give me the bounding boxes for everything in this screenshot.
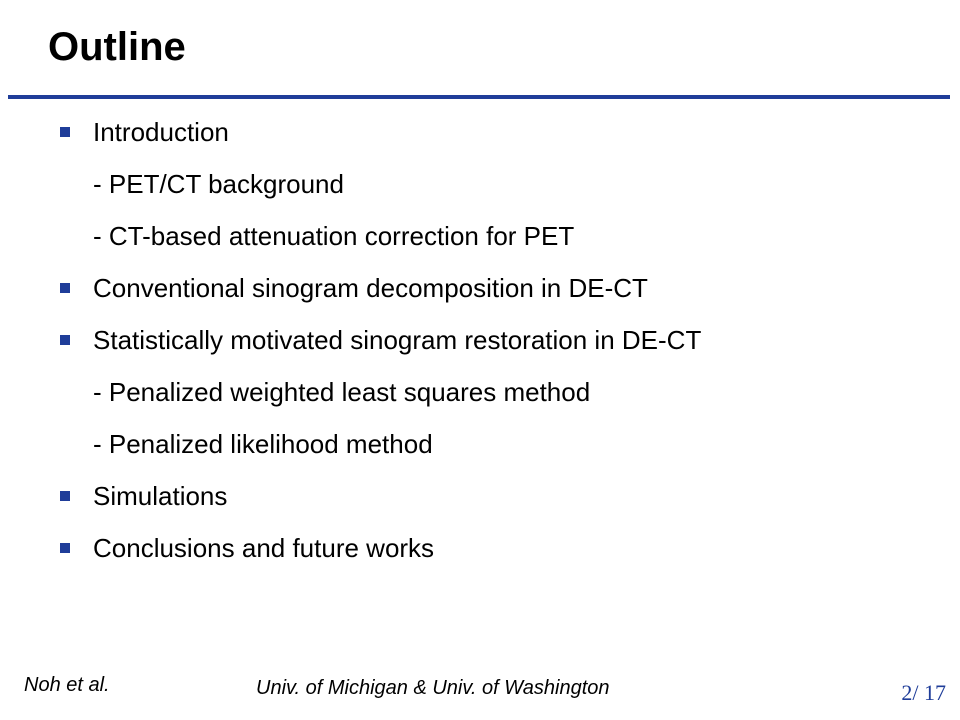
- outline-item-label: Conclusions and future works: [93, 533, 435, 563]
- outline-item-simulations: [56, 470, 936, 522]
- square-bullet-icon: [60, 543, 70, 553]
- outline-item-label: Simulations: [93, 481, 228, 511]
- outline-subitem-label: - CT-based attenuation correction for PET: [93, 221, 575, 251]
- outline-item-label: Introduction: [93, 117, 229, 147]
- page-number: 2/ 17: [901, 680, 946, 705]
- outline-subitem-likelihood-method: [56, 418, 936, 470]
- square-bullet-icon: [60, 283, 70, 293]
- outline-item-conventional-decomposition: [56, 262, 936, 314]
- slide-title: Outline: [48, 25, 186, 69]
- outline-subitem-label: - Penalized likelihood method: [93, 429, 433, 459]
- square-bullet-icon: [60, 491, 70, 501]
- footer-author: Noh et al.: [24, 674, 110, 696]
- outline-subitem-pet-ct-background: [56, 158, 936, 210]
- outline-subitem-label: - PET/CT background: [93, 169, 344, 199]
- square-bullet-icon: [60, 335, 70, 345]
- outline-item-conclusions: [56, 522, 936, 574]
- outline-subitem-label: - Penalized weighted least squares method: [93, 377, 591, 407]
- outline-item-introduction: [56, 106, 936, 158]
- outline-subitem-attenuation-correction: [56, 210, 936, 262]
- outline-item-label: Conventional sinogram decomposition in DE-CT: [93, 273, 648, 303]
- title-divider: [8, 95, 950, 99]
- outline-list: [56, 106, 936, 574]
- footer-affiliation: Univ. of Michigan & Univ. of Washington: [256, 677, 610, 699]
- outline-subitem-pwls-method: [56, 366, 936, 418]
- outline-item-label: Statistically motivated sinogram restoration in DE-CT: [93, 325, 702, 355]
- square-bullet-icon: [60, 127, 70, 137]
- outline-item-statistical-restoration: [56, 314, 936, 366]
